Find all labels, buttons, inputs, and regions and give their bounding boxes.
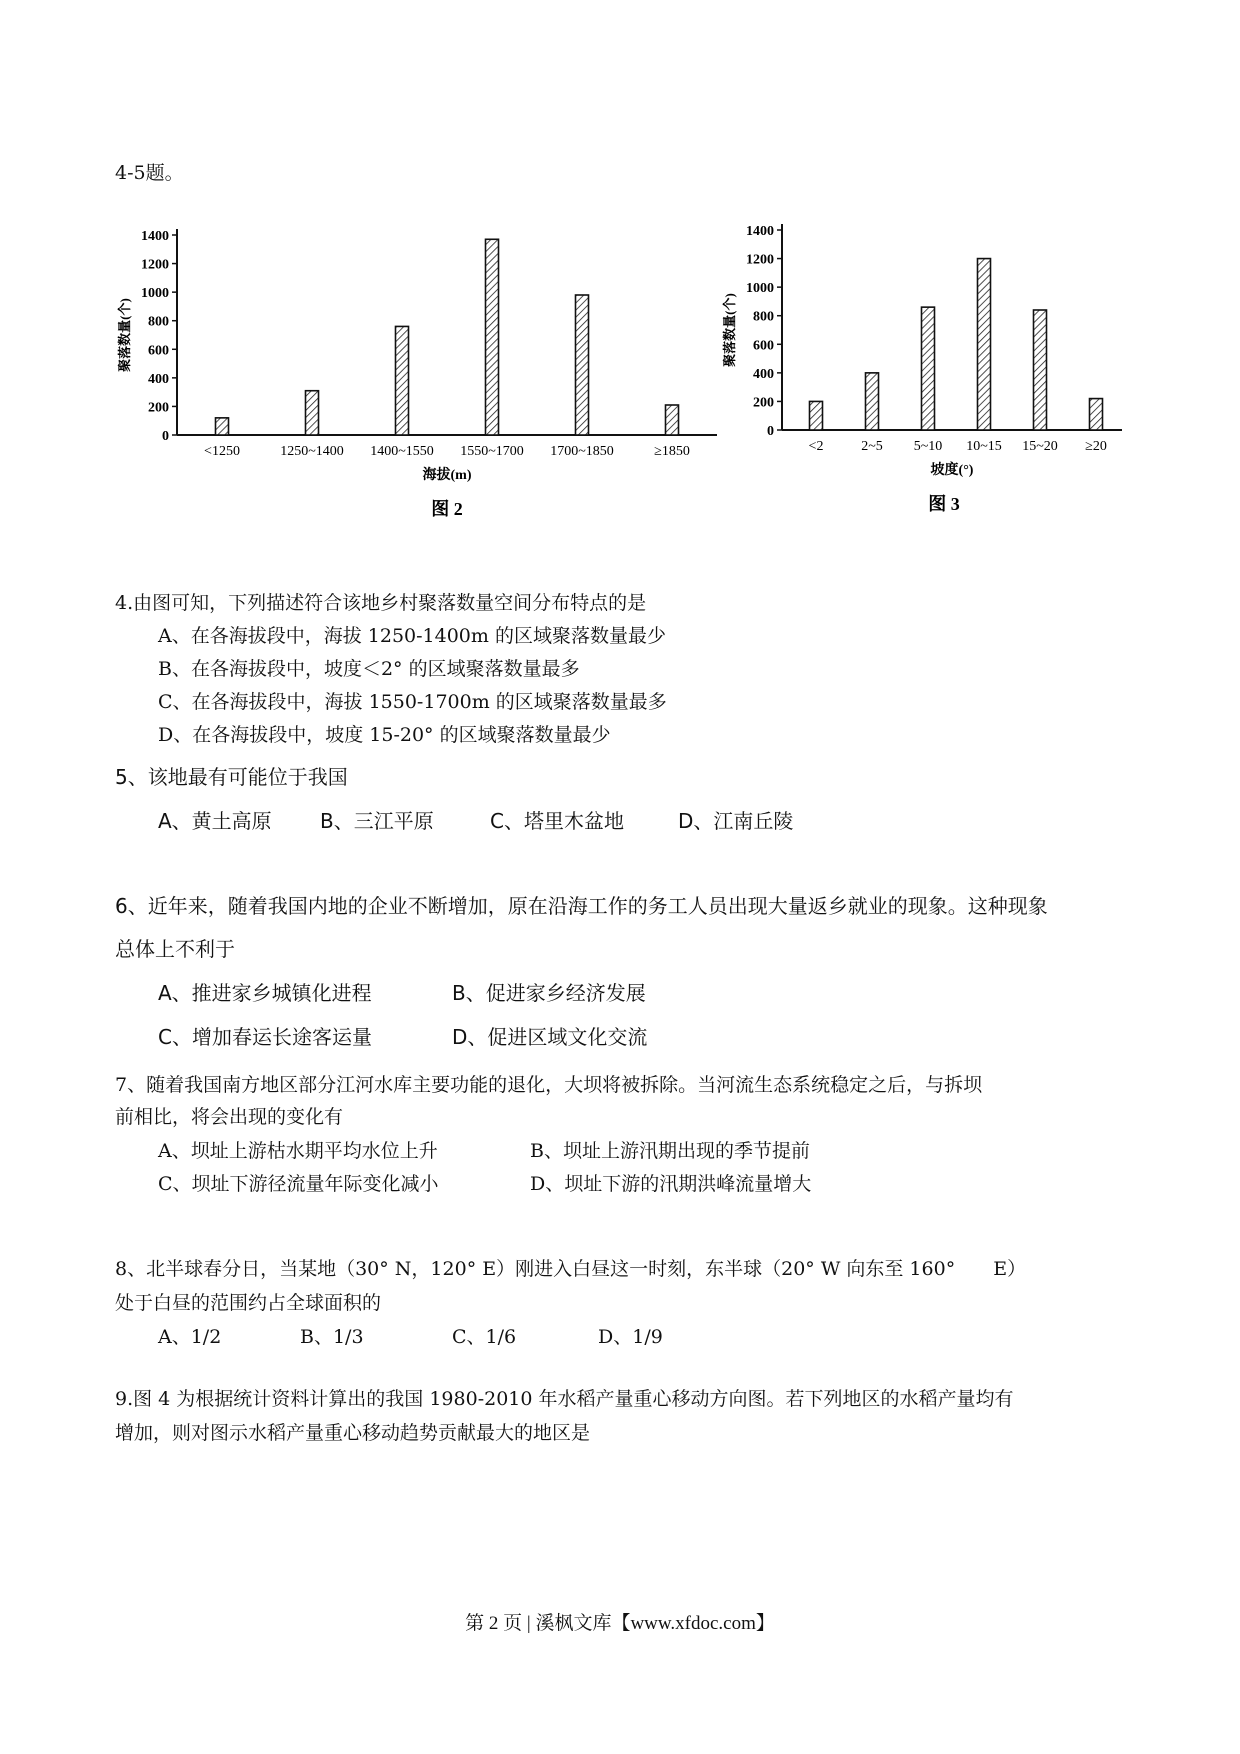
q8-option-a: A、1/2 <box>158 1326 222 1348</box>
y-tick-label: 200 <box>753 395 774 411</box>
q4-option-a: A、在各海拔段中，海拔 1250-1400m 的区域聚落数量最少 <box>158 625 666 647</box>
x-tick-label: 1250~1400 <box>280 444 344 459</box>
q8-option-b: B、1/3 <box>300 1326 364 1348</box>
x-axis-label: 坡度(°) <box>930 463 974 478</box>
y-tick-label: 1400 <box>141 229 169 244</box>
q6-option-b: B、促进家乡经济发展 <box>452 981 646 1005</box>
y-tick-label: 1200 <box>746 252 774 268</box>
q6-option-c: C、增加春运长途客运量 <box>158 1025 372 1049</box>
y-tick-label: 400 <box>148 371 169 387</box>
bar-4 <box>576 295 589 435</box>
y-tick-label: 1400 <box>746 224 774 239</box>
y-tick-label: 200 <box>148 400 169 416</box>
bar-1 <box>306 391 319 435</box>
x-axis-label: 海拔(m) <box>422 468 472 483</box>
chart-altitude <box>115 229 725 570</box>
x-tick-label: 1550~1700 <box>460 444 524 459</box>
x-tick-label: 1400~1550 <box>370 444 434 459</box>
q9-stem-line1: 9.图 4 为根据统计资料计算出的我国 1980-2010 年水稻产量重心移动方向图。若下列地区的水稻产量均有 <box>115 1388 1014 1410</box>
bar-3 <box>978 259 991 430</box>
x-tick-label: 15~20 <box>1022 439 1058 454</box>
q7-option-a: A、坝址上游枯水期平均水位上升 <box>158 1140 438 1162</box>
bar-4 <box>1034 310 1047 430</box>
bar-5 <box>1090 399 1103 430</box>
x-tick-label: <1250 <box>204 444 240 459</box>
q5-stem: 5、该地最有可能位于我国 <box>115 765 348 789</box>
x-tick-label: ≥1850 <box>654 444 690 459</box>
q6-stem-line1: 6、近年来，随着我国内地的企业不断增加，原在沿海工作的务工人员出现大量返乡就业的现象。这种现象 <box>115 894 1048 918</box>
q4-stem: 4.由图可知，下列描述符合该地乡村聚落数量空间分布特点的是 <box>115 592 647 614</box>
q8-stem-line1: 8、北半球春分日，当某地（30° N，120° E）刚进入白昼这一时刻，东半球（20° W 向东至 160° E） <box>115 1258 1027 1280</box>
y-axis-label: 聚落数量(个) <box>117 298 132 372</box>
x-tick-label: <2 <box>808 439 824 454</box>
q6-option-d: D、促进区域文化交流 <box>452 1025 648 1049</box>
y-tick-label: 800 <box>753 309 774 325</box>
q5-option-c: C、塔里木盆地 <box>490 809 624 833</box>
q9-stem-line2: 增加，则对图示水稻产量重心移动趋势贡献最大的地区是 <box>115 1422 591 1444</box>
q7-option-b: B、坝址上游汛期出现的季节提前 <box>530 1140 810 1162</box>
bar-2 <box>396 326 409 435</box>
y-tick-label: 600 <box>148 343 169 359</box>
y-tick-label: 800 <box>148 314 169 330</box>
chart-slope <box>720 224 1140 570</box>
x-tick-label: 1700~1850 <box>550 444 614 459</box>
q5-option-b: B、三江平原 <box>320 809 434 833</box>
y-tick-label: 1000 <box>746 281 774 297</box>
q4-option-c: C、在各海拔段中，海拔 1550-1700m 的区域聚落数量最多 <box>158 691 667 713</box>
y-tick-label: 600 <box>753 338 774 354</box>
page-footer: 第 2 页 | 溪枫文库【www.xfdoc.com】 <box>465 1613 775 1634</box>
bar-3 <box>486 239 499 435</box>
figure-caption: 图 3 <box>928 494 960 514</box>
q4-option-b: B、在各海拔段中，坡度＜2° 的区域聚落数量最多 <box>158 658 580 680</box>
q7-stem-line1: 7、随着我国南方地区部分江河水库主要功能的退化，大坝将被拆除。当河流生态系统稳定之后，与拆坝 <box>115 1074 983 1096</box>
q6-option-a: A、推进家乡城镇化进程 <box>158 981 372 1005</box>
y-tick-label: 0 <box>767 424 774 439</box>
figure-caption: 图 2 <box>431 499 463 519</box>
bar-2 <box>922 307 935 430</box>
x-tick-label: 2~5 <box>861 439 883 454</box>
bar-1 <box>866 373 879 430</box>
q5-option-d: D、江南丘陵 <box>678 809 794 833</box>
y-axis-label: 聚落数量(个) <box>722 293 737 367</box>
q7-option-d: D、坝址下游的汛期洪峰流量增大 <box>530 1173 812 1195</box>
bar-5 <box>666 405 679 435</box>
bar-0 <box>810 401 823 430</box>
intro-text: 4-5题。 <box>115 162 184 184</box>
y-tick-label: 1000 <box>141 286 169 302</box>
y-tick-label: 1200 <box>141 257 169 273</box>
q8-option-d: D、1/9 <box>598 1326 663 1348</box>
x-tick-label: 10~15 <box>966 439 1002 454</box>
x-tick-label: ≥20 <box>1085 439 1107 454</box>
y-tick-label: 400 <box>753 366 774 382</box>
q8-stem-line2: 处于白昼的范围约占全球面积的 <box>115 1292 382 1314</box>
bar-0 <box>216 418 229 435</box>
x-tick-label: 5~10 <box>913 439 943 454</box>
y-tick-label: 0 <box>162 429 169 444</box>
q5-option-a: A、黄土高原 <box>158 809 272 833</box>
q4-option-d: D、在各海拔段中，坡度 15-20° 的区域聚落数量最少 <box>158 724 611 746</box>
q6-stem-line2: 总体上不利于 <box>115 937 235 961</box>
q7-stem-line2: 前相比，将会出现的变化有 <box>115 1106 344 1128</box>
q8-option-c: C、1/6 <box>452 1326 517 1348</box>
q7-option-c: C、坝址下游径流量年际变化减小 <box>158 1173 439 1195</box>
